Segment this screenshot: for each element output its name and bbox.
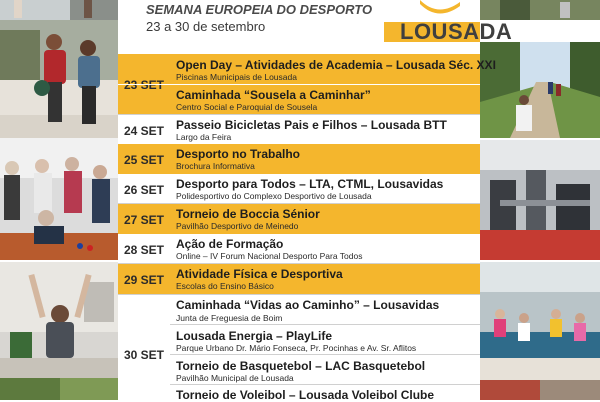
photo-basketball-players [0, 20, 118, 138]
event-location: Junta de Freguesia de Boim [176, 313, 283, 323]
event-title: Passeio Bicicletas Pais e Filhos – Lousada BTT [176, 118, 447, 132]
schedule-row-25 [118, 144, 480, 174]
event-location: Polidesportivo do Complexo Desportivo de Lousada [176, 191, 372, 201]
photo-outdoor-bottom-left [0, 378, 118, 400]
day-label: 25 SET [123, 153, 165, 167]
photo-walkers-park [480, 42, 600, 138]
event-title: Open Day – Atividades de Academia – Lousada Séc. XXI [176, 58, 496, 72]
day-label: 24 SET [123, 124, 165, 138]
event-title: Caminhada “Sousela a Caminhar” [176, 88, 371, 102]
day-label: 29 SET [123, 273, 165, 287]
schedule-row-24 [118, 114, 480, 144]
event-item [118, 54, 496, 84]
event-location: Piscinas Municipais de Lousada [176, 72, 297, 82]
event-title: Atividade Física e Desportiva [176, 267, 343, 281]
photo-gym [480, 140, 600, 260]
row-divider [118, 203, 480, 204]
event-location: Parque Urbano Dr. Mário Fonseca, Pr. Pocinhas e Av. Sr. Aflitos [176, 343, 417, 353]
schedule-row-27 [118, 204, 480, 234]
event-location: Pavilhão Municipal de Lousada [176, 373, 294, 383]
event-item [170, 384, 480, 401]
photo-boccia-seniors [0, 138, 118, 260]
schedule-row-28 [118, 234, 480, 264]
day-label: 28 SET [123, 243, 165, 257]
event-title: Lousada Energia – PlayLife [176, 329, 333, 343]
event-title: Ação de Formação [176, 237, 284, 251]
row-divider [118, 263, 480, 264]
brand-title: LOUSADA [400, 19, 513, 44]
event-title: Torneio de Basquetebol – LAC Basquetebol [176, 359, 426, 373]
day-label: 23 SET [123, 78, 165, 92]
event-item [170, 354, 480, 384]
photo-running-feet [0, 0, 118, 20]
event-dates: 23 a 30 de setembro [146, 19, 266, 34]
photo-bottom-right [480, 380, 600, 400]
event-title: Torneio de Voleibol – Lousada Voleibol Clube [176, 388, 435, 402]
photo-office-stretch [0, 262, 118, 378]
event-title: Desporto no Trabalho [176, 147, 301, 161]
schedule-table [118, 54, 496, 402]
logo-swoosh-icon [418, 0, 462, 16]
event-location: Largo da Feira [176, 132, 232, 142]
day-label: 26 SET [123, 183, 165, 197]
day-label: 30 SET [123, 348, 165, 362]
day-label: 27 SET [123, 213, 165, 227]
row-divider [118, 294, 480, 295]
event-title: Desporto para Todos – LTA, CTML, Lousavidas [176, 177, 444, 191]
photo-kids-sports [480, 262, 600, 380]
schedule-row-29 [118, 264, 480, 294]
event-location: Brochura Informativa [176, 161, 255, 171]
event-location: Centro Social e Paroquial de Sousela [176, 102, 318, 112]
event-title: Caminhada “Vidas ao Caminho” – Lousavidas [176, 298, 440, 312]
event-title: Torneio de Boccia Sénior [176, 207, 320, 221]
schedule-row-26 [118, 174, 480, 204]
event-subtitle: SEMANA EUROPEIA DO DESPORTO [146, 2, 373, 17]
event-item [118, 294, 480, 323]
photo-cyclists [480, 0, 600, 20]
event-item [170, 324, 480, 354]
event-location: Escolas do Ensino Básico [176, 281, 274, 291]
event-item [118, 84, 480, 115]
event-location: Pavilhão Desportivo de Meinedo [176, 221, 299, 231]
event-location: Online – IV Forum Nacional Desporto Para Todos [176, 251, 363, 261]
